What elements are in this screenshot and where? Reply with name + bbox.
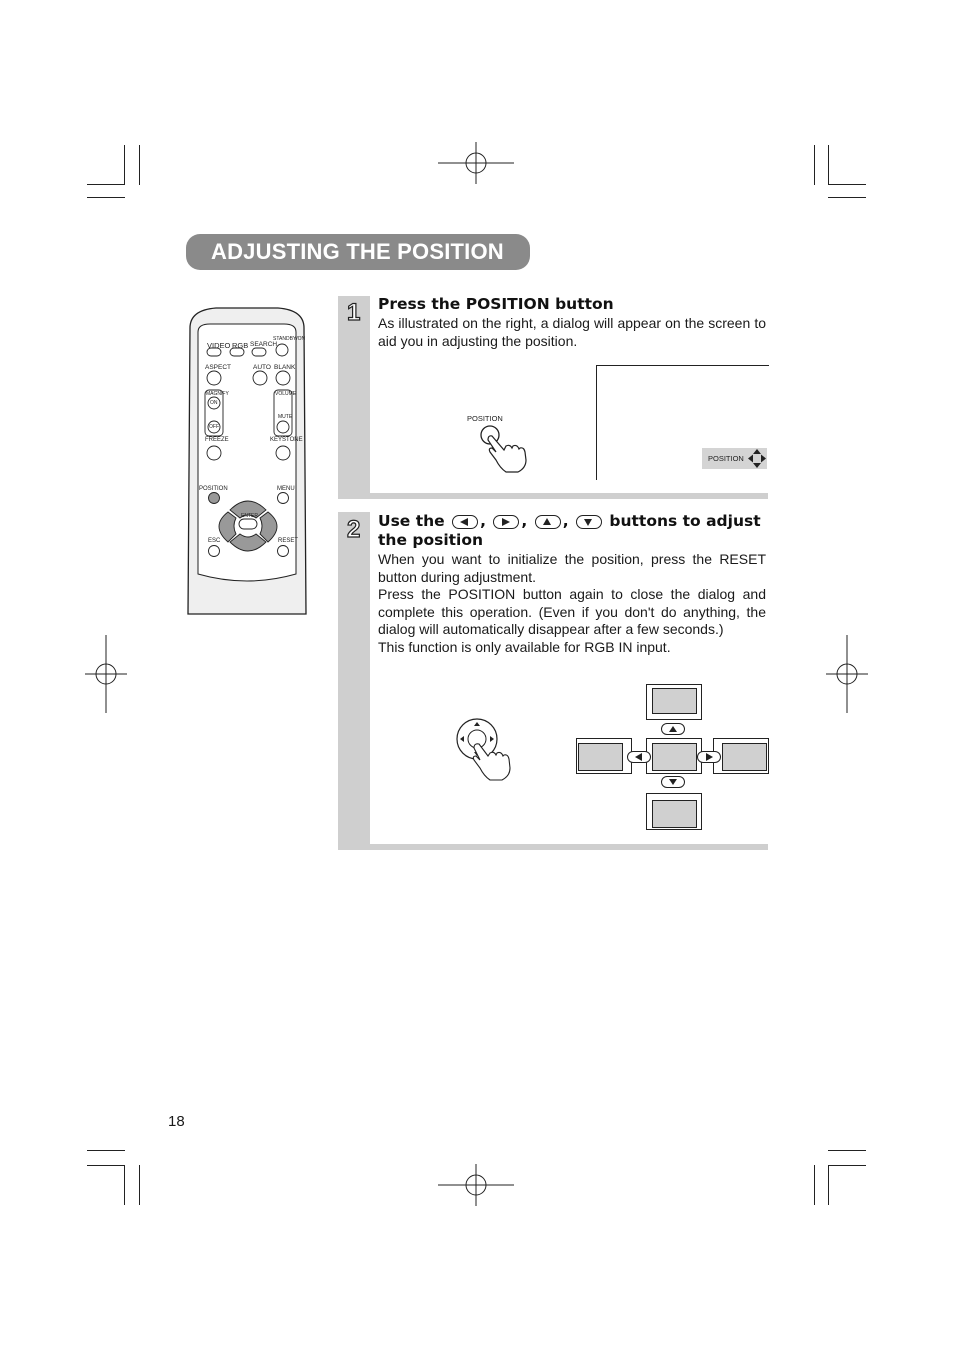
crop-mark bbox=[828, 1165, 829, 1205]
crop-mark bbox=[828, 1150, 866, 1151]
remote-label-mute: MUTE bbox=[278, 414, 293, 420]
up-button-icon bbox=[535, 515, 561, 529]
screen-right bbox=[713, 738, 769, 774]
crop-mark bbox=[828, 197, 866, 198]
step-2-heading-use: Use the bbox=[378, 512, 445, 530]
page-title: ADJUSTING THE POSITION bbox=[211, 239, 504, 264]
page-number: 18 bbox=[168, 1113, 185, 1130]
left-button-icon bbox=[452, 515, 478, 529]
remote-label-search: SEARCH bbox=[250, 341, 278, 348]
section-title-bar bbox=[186, 234, 530, 270]
remote-label-on: ON bbox=[210, 400, 218, 406]
step-2-heading: Use the , , , buttons to adjust the position bbox=[378, 512, 761, 549]
step-1-heading: Press the POSITION button bbox=[378, 295, 614, 313]
crop-mark bbox=[87, 1165, 125, 1166]
registration-mark bbox=[826, 635, 868, 713]
remote-label-auto: AUTO bbox=[253, 364, 271, 371]
screen-down bbox=[646, 793, 702, 830]
screen-left bbox=[576, 738, 632, 774]
remote-label-aspect: ASPECT bbox=[205, 364, 232, 371]
right-button-icon bbox=[493, 515, 519, 529]
remote-label-enter: ENTER bbox=[241, 513, 258, 519]
remote-label-keystone: KEYSTONE bbox=[270, 437, 303, 443]
crop-mark bbox=[828, 1165, 866, 1166]
arrow-pad-press-icon bbox=[450, 718, 518, 786]
crop-mark bbox=[124, 145, 125, 185]
step-2-paragraph-3: This function is only available for RGB IN input. bbox=[378, 638, 671, 655]
crop-mark bbox=[828, 184, 866, 185]
registration-mark bbox=[436, 142, 516, 184]
four-way-arrow-icon bbox=[748, 449, 766, 468]
remote-body-icon bbox=[186, 306, 308, 616]
down-arrow-key-icon bbox=[661, 776, 685, 788]
screen-center bbox=[646, 738, 702, 774]
position-dialog bbox=[702, 448, 767, 469]
down-button-icon bbox=[576, 515, 602, 529]
step-1-text bbox=[378, 315, 766, 350]
step-2-heading-line2: the position bbox=[378, 531, 484, 549]
left-arrow-key-icon bbox=[627, 751, 651, 763]
remote-label-magnify: MAGNIFY bbox=[206, 391, 229, 397]
remote-label-video: VIDEO bbox=[207, 341, 231, 350]
step-1-paragraph: As illustrated on the right, a dialog will appear on the screen to aid you in adjusting the position. bbox=[378, 315, 766, 349]
step-1-number: 1 bbox=[347, 299, 361, 326]
screen-up bbox=[646, 684, 702, 720]
crop-mark bbox=[87, 1150, 125, 1151]
registration-mark bbox=[85, 635, 127, 713]
remote-label-freeze: FREEZE bbox=[205, 437, 229, 443]
step-2-number: 2 bbox=[347, 516, 361, 543]
remote-control-illustration bbox=[186, 306, 308, 616]
remote-label-off: OFF bbox=[209, 424, 219, 430]
remote-label-menu: MENU bbox=[277, 486, 295, 492]
remote-label-blank: BLANK bbox=[274, 364, 296, 371]
position-button-label: POSITION bbox=[467, 414, 503, 423]
remote-label-rgb: RGB bbox=[232, 341, 249, 350]
crop-mark bbox=[139, 1165, 140, 1205]
step-2-heading-buttons: buttons to adjust bbox=[609, 512, 761, 530]
remote-label-volume: VOLUME bbox=[275, 391, 297, 397]
crop-mark bbox=[124, 1165, 125, 1205]
step-2-paragraph-1: When you want to initialize the position, press the RESET button during adjustment. bbox=[378, 551, 766, 585]
up-arrow-key-icon bbox=[661, 723, 685, 735]
crop-mark bbox=[87, 197, 125, 198]
finger-press-icon bbox=[476, 422, 532, 474]
step-2-paragraph-2: Press the POSITION button again to close the dialog and complete this operation. (Even if you don't do anything, the dialog will automatically disappear after a few seconds.) bbox=[378, 586, 766, 638]
position-dialog-label: POSITION bbox=[708, 454, 744, 463]
crop-mark bbox=[139, 145, 140, 185]
remote-label-reset: RESET bbox=[278, 538, 299, 544]
right-arrow-key-icon bbox=[697, 751, 721, 763]
remote-label-esc: ESC bbox=[208, 538, 221, 544]
crop-mark bbox=[814, 1165, 815, 1205]
step-2-text bbox=[378, 551, 766, 657]
registration-mark bbox=[436, 1164, 516, 1206]
remote-label-standby: STANDBY/ON bbox=[273, 336, 306, 342]
remote-label-position: POSITION bbox=[199, 486, 228, 492]
crop-mark bbox=[828, 145, 829, 185]
crop-mark bbox=[87, 184, 125, 185]
crop-mark bbox=[814, 145, 815, 185]
